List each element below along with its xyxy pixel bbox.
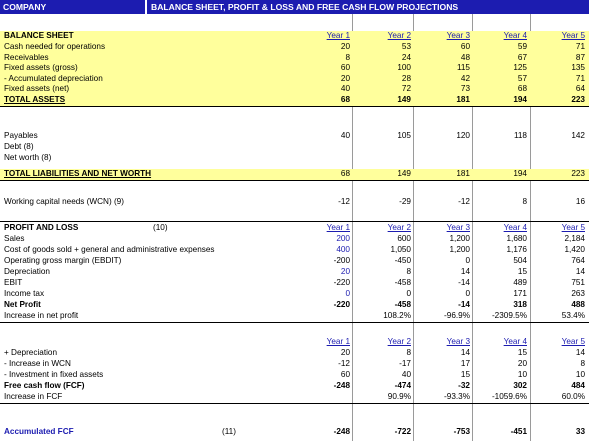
cell: 1,050 xyxy=(390,245,411,254)
accumulated-fcf-row xyxy=(0,427,589,438)
cell: 20 xyxy=(340,42,350,51)
cell: 135 xyxy=(571,63,585,72)
cell: 10 xyxy=(517,370,527,379)
row-label: Accumulated FCF xyxy=(4,427,74,436)
cell: 71 xyxy=(575,42,585,51)
table-row xyxy=(0,348,589,359)
cell: 40 xyxy=(340,84,350,93)
cell: -450 xyxy=(394,256,411,265)
row-label: Debt (8) xyxy=(4,142,34,151)
year-header: Year 2 xyxy=(387,31,411,40)
cell: -14 xyxy=(458,300,470,309)
row-label: Operating gross margin (EBDIT) xyxy=(4,256,122,265)
cell: 1,200 xyxy=(449,234,470,243)
table-row xyxy=(0,84,589,95)
cell: 40 xyxy=(340,131,350,140)
row-label: Sales xyxy=(4,234,25,243)
cell: 10 xyxy=(575,370,585,379)
row-label: Cash needed for operations xyxy=(4,42,106,51)
year-header: Year 3 xyxy=(446,223,470,232)
cell: 20 xyxy=(517,359,527,368)
table-row xyxy=(0,131,589,142)
table-row xyxy=(0,197,589,208)
cell: 488 xyxy=(571,300,585,309)
row-label: Cost of goods sold + general and administrative expenses xyxy=(4,245,215,254)
cell: 20 xyxy=(340,267,350,276)
row-label: Fixed assets (net) xyxy=(4,84,70,93)
cell: 73 xyxy=(460,84,470,93)
row-label: Free cash flow (FCF) xyxy=(4,381,85,390)
cell: 60 xyxy=(460,42,470,51)
cell: -248 xyxy=(333,381,350,390)
cell: 8 xyxy=(406,348,411,357)
cell: 48 xyxy=(460,52,470,62)
cell: 17 xyxy=(460,359,470,368)
cell: 100 xyxy=(397,63,411,72)
cell: 33 xyxy=(575,427,585,436)
cell: 600 xyxy=(397,234,411,243)
cell: 53 xyxy=(401,42,411,51)
cell: -14 xyxy=(458,278,470,287)
cell: 64 xyxy=(575,84,585,93)
year-header: Year 4 xyxy=(503,31,527,40)
table-row xyxy=(0,142,589,153)
cell: 24 xyxy=(401,52,411,62)
cell: 0 xyxy=(465,256,470,265)
pl-header-row xyxy=(0,221,589,233)
row-label: + Depreciation xyxy=(4,348,58,357)
section-title: PROFIT AND LOSS xyxy=(4,223,79,232)
cell: 149 xyxy=(397,94,411,104)
cell: 87 xyxy=(575,52,585,62)
row-label: Payables xyxy=(4,131,38,140)
cell: -451 xyxy=(510,427,527,436)
cell: 751 xyxy=(571,278,585,287)
row-label: TOTAL ASSETS xyxy=(4,94,66,104)
cell: -93.3% xyxy=(444,392,470,401)
cell: 764 xyxy=(571,256,585,265)
year-header: Year 1 xyxy=(326,223,350,232)
table-row xyxy=(0,311,589,323)
report-title: BALANCE SHEET, PROFIT & LOSS AND FREE CASH FLOW PROJECTIONS xyxy=(147,0,589,14)
cell: 8 xyxy=(345,52,350,62)
cell: 302 xyxy=(513,381,527,390)
cell: -722 xyxy=(394,427,411,436)
cell: -1059.6% xyxy=(491,392,527,401)
year-header: Year 4 xyxy=(503,337,527,346)
cell: 53.4% xyxy=(561,311,585,320)
cell: 14 xyxy=(575,348,585,357)
row-label: Net worth (8) xyxy=(4,152,52,162)
cell: 14 xyxy=(575,267,585,276)
cell: 223 xyxy=(571,94,585,104)
section-title: BALANCE SHEET xyxy=(4,31,74,40)
cell: 8 xyxy=(580,359,585,368)
cell: 72 xyxy=(401,84,411,93)
cell: 171 xyxy=(513,289,527,298)
cell: 484 xyxy=(571,381,585,390)
table-row xyxy=(0,381,589,392)
cell: 8 xyxy=(522,197,527,206)
table-row xyxy=(0,359,589,370)
cell: -458 xyxy=(394,300,411,309)
year-header: Year 5 xyxy=(561,31,585,40)
cell: -753 xyxy=(453,427,470,436)
row-label: - Increase in WCN xyxy=(4,359,71,368)
cell: 68 xyxy=(340,169,350,178)
cell: 16 xyxy=(575,197,585,206)
cell: 400 xyxy=(336,245,350,254)
cell: 71 xyxy=(575,73,585,83)
cell: 194 xyxy=(513,169,527,178)
row-label: TOTAL LIABILITIES AND NET WORTH xyxy=(4,169,152,178)
table-row xyxy=(0,370,589,381)
row-label: Working capital needs (WCN) (9) xyxy=(4,197,124,206)
cell: -2309.5% xyxy=(491,311,527,320)
cell: -96.9% xyxy=(444,311,470,320)
row-label: Income tax xyxy=(4,289,45,298)
table-row xyxy=(0,53,589,64)
cell: 14 xyxy=(460,348,470,357)
cell: 1,176 xyxy=(506,245,527,254)
cell: -248 xyxy=(333,427,350,436)
cell: 15 xyxy=(517,348,527,357)
cell: 42 xyxy=(460,73,470,83)
row-label: Net Profit xyxy=(4,300,41,309)
row-label: Fixed assets (gross) xyxy=(4,63,78,72)
table-row xyxy=(0,300,589,311)
row-label: Increase in net profit xyxy=(4,311,79,320)
cell: -220 xyxy=(333,278,350,287)
row-label: Receivables xyxy=(4,52,49,62)
cell: 194 xyxy=(513,94,527,104)
cell: 59 xyxy=(517,42,527,51)
cell: -12 xyxy=(338,359,350,368)
cell: -474 xyxy=(394,381,411,390)
cell: -32 xyxy=(458,381,470,390)
company-header: COMPANY xyxy=(0,0,145,14)
cell: 263 xyxy=(571,289,585,298)
table-row xyxy=(0,289,589,300)
cell: 118 xyxy=(513,131,527,140)
cell: 489 xyxy=(513,278,527,287)
cell: -458 xyxy=(394,278,411,287)
cell: 0 xyxy=(345,289,350,298)
cell: -12 xyxy=(458,197,470,206)
cell: 15 xyxy=(517,267,527,276)
year-header: Year 5 xyxy=(561,223,585,232)
cell: 1,200 xyxy=(449,245,470,254)
table-row xyxy=(0,153,589,164)
cell: 223 xyxy=(571,169,585,178)
cell: 28 xyxy=(401,73,411,83)
table-row xyxy=(0,267,589,278)
cell: 142 xyxy=(571,131,585,140)
cell: 318 xyxy=(513,300,527,309)
cell: 8 xyxy=(406,267,411,276)
cell: 120 xyxy=(456,131,470,140)
footnote-marker: (10) xyxy=(153,223,168,232)
fcf-year-header-row xyxy=(0,337,589,348)
year-header: Year 3 xyxy=(446,337,470,346)
total-liabilities-row xyxy=(0,169,589,181)
cell: 0 xyxy=(465,289,470,298)
table-row xyxy=(0,74,589,85)
cell: 20 xyxy=(340,348,350,357)
cell: 108.2% xyxy=(383,311,411,320)
cell: -200 xyxy=(333,256,350,265)
cell: 2,184 xyxy=(564,234,585,243)
cell: 125 xyxy=(513,63,527,72)
table-row xyxy=(0,234,589,245)
year-header: Year 1 xyxy=(326,31,350,40)
balance-sheet-header-row xyxy=(0,31,589,42)
cell: -12 xyxy=(338,197,350,206)
table-row xyxy=(0,256,589,267)
cell: 14 xyxy=(460,267,470,276)
table-row xyxy=(0,42,589,53)
row-label: Increase in FCF xyxy=(4,392,63,401)
cell: 90.9% xyxy=(387,392,411,401)
cell: 40 xyxy=(401,370,411,379)
cell: 0 xyxy=(406,289,411,298)
year-header: Year 1 xyxy=(326,337,350,346)
cell: 1,420 xyxy=(564,245,585,254)
cell: 149 xyxy=(397,169,411,178)
cell: 67 xyxy=(517,52,527,62)
cell: -220 xyxy=(333,300,350,309)
row-label: Depreciation xyxy=(4,267,50,276)
cell: -29 xyxy=(399,197,411,206)
cell: 20 xyxy=(340,73,350,83)
cell: 15 xyxy=(460,370,470,379)
year-header: Year 2 xyxy=(387,223,411,232)
year-header: Year 3 xyxy=(446,31,470,40)
total-assets-row xyxy=(0,95,589,107)
table-row xyxy=(0,278,589,289)
cell: 504 xyxy=(513,256,527,265)
row-label: EBIT xyxy=(4,278,23,287)
cell: 60 xyxy=(340,370,350,379)
cell: 60.0% xyxy=(561,392,585,401)
row-label: - Accumulated depreciation xyxy=(4,73,103,83)
cell: 105 xyxy=(397,131,411,140)
row-label: - Investment in fixed assets xyxy=(4,370,104,379)
cell: 57 xyxy=(517,73,527,83)
cell: -17 xyxy=(399,359,411,368)
cell: 181 xyxy=(456,169,470,178)
cell: 1,680 xyxy=(506,234,527,243)
cell: 115 xyxy=(456,63,470,72)
cell: 68 xyxy=(340,94,350,104)
year-header: Year 4 xyxy=(503,223,527,232)
table-row xyxy=(0,63,589,74)
year-header: Year 2 xyxy=(387,337,411,346)
table-row xyxy=(0,392,589,404)
cell: 181 xyxy=(456,94,470,104)
table-row xyxy=(0,245,589,256)
cell: 68 xyxy=(517,84,527,93)
footnote-marker: (11) xyxy=(222,427,236,436)
cell: 60 xyxy=(340,63,350,72)
year-header: Year 5 xyxy=(561,337,585,346)
cell: 200 xyxy=(336,234,350,243)
